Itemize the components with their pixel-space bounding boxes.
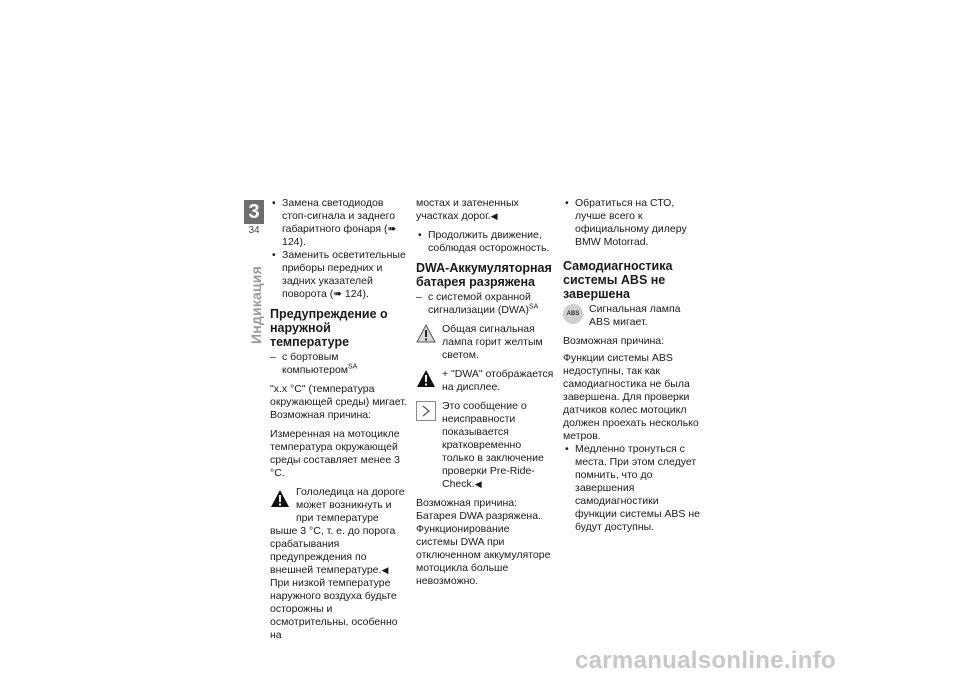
list-item: • Медленно тронуться с места. При этом следует помнить, что до завершения самодиагностики функции системы ABS не будут доступны. [563, 443, 701, 534]
section-heading: Предупреждение о наружной температуре [270, 307, 388, 349]
equipment-note: – с системой охранной сигнализации (DWA)$^{SA}$ [416, 291, 554, 317]
indicator-text: Общая сигнальная лампа горит желтым светом. [442, 323, 543, 361]
note-icon [416, 401, 436, 421]
indicator-row [563, 303, 701, 329]
paragraph: Функции системы ABS недоступны, так как самодиагностика не была завершена. Для проверки датчиков колес мотоцикл должен проехать несколько метров. [563, 352, 699, 442]
indicator-row [416, 368, 554, 394]
equipment-note: – с бортовым компьютером$^{SA}$ [270, 351, 408, 377]
note-row [416, 400, 554, 491]
section-heading: DWA-Аккумуляторная батарея разряжена [416, 261, 552, 289]
warning-text: Гололедица на дороге может возникнуть и при температуре выше 3 °C, т. е. до порога срабатывания предупреждения по внешней температуре. [270, 486, 405, 576]
warning-icon [270, 489, 290, 513]
column-3 [563, 197, 701, 534]
general-warning-light-icon [416, 324, 436, 348]
paragraph: Возможная причина: [416, 497, 518, 509]
end-mark-icon: ◀ [381, 565, 389, 575]
list-item: • Продолжить движение, соблюдая осторожность. [416, 229, 554, 255]
indicator-text: + "DWA" отображается на дисплее. [442, 368, 554, 393]
column-1 [270, 197, 408, 642]
list-item: • Заменить осветительные приборы передних и задних указателей поворота (➠ 124). [270, 249, 408, 301]
end-mark-icon: ◀ [474, 479, 482, 489]
paragraph: Измеренная на мотоцикле температура окружающей среды составляет менее 3 °C. [270, 428, 400, 479]
abs-light-icon: ABS [563, 304, 583, 324]
paragraph: При низкой температуре наружного воздуха будьте осторожны и осмотрительны, особенно на [270, 577, 398, 641]
note-text: Это сообщение о неисправности показывается кратковременно только в заключение проверки Pre-Ride-Check.◀ [442, 400, 544, 490]
column-2 [416, 197, 554, 588]
list-item: • Обратиться на СТО, лучше всего к официальному дилеру BMW Motorrad. [563, 197, 701, 249]
page-number: 34 [248, 225, 260, 236]
paragraph: Батарея DWA разряжена. Функционирование системы DWA при отключенном аккумуляторе мотоцикла больше невозможно. [416, 510, 551, 587]
warning-icon [416, 369, 436, 393]
paragraph: Возможная причина: [270, 409, 372, 421]
watermark: carmanualsonline.info [575, 647, 837, 674]
chapter-label: Индикация [248, 266, 264, 344]
paragraph: "x.x °C" (температура окружающей среды) мигает. [270, 383, 407, 408]
warning-block [270, 486, 408, 577]
list-item: • Замена светодиодов стоп-сигнала и заднего габаритного фонаря (➠ 124). [270, 197, 408, 249]
indicator-row [416, 323, 554, 362]
chapter-number: 3 [244, 200, 264, 224]
paragraph: мостах и затененных участках дорог.◀ [416, 197, 519, 222]
section-heading: Самодиагностика системы ABS не завершена [563, 259, 673, 301]
indicator-text: Сигнальная лампа ABS мигает. [589, 303, 681, 328]
paragraph: Возможная причина: [563, 335, 665, 347]
end-mark-icon: ◀ [490, 211, 498, 221]
